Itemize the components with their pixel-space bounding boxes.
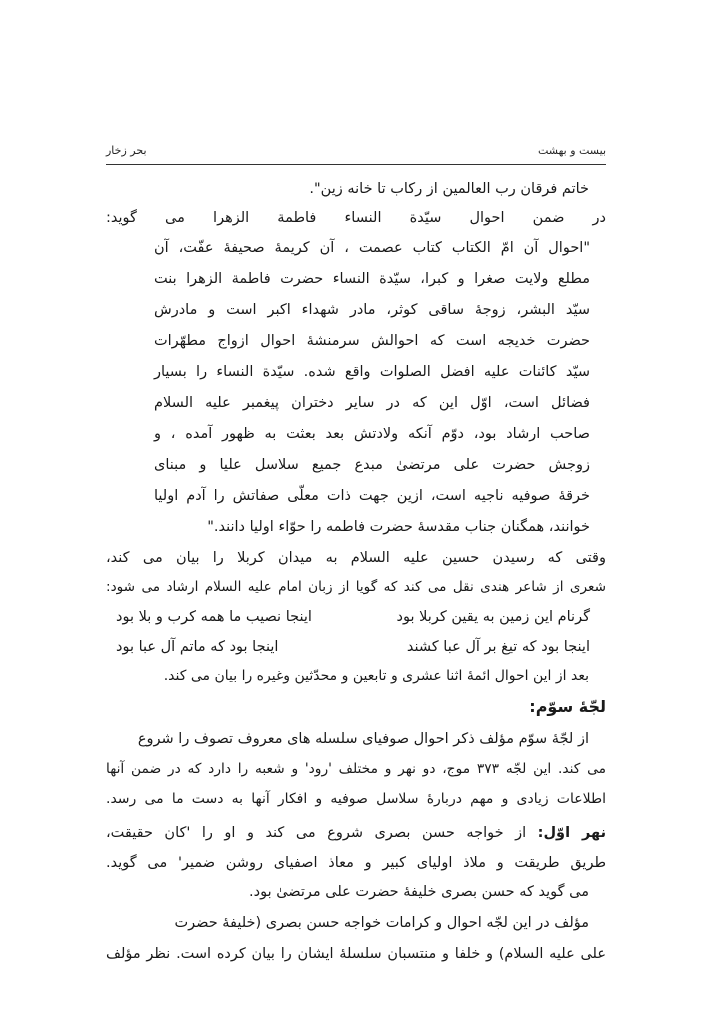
text-run: از خواجه حسن بصری شروع می کند و او را 'کان حقیقت، [106, 825, 527, 841]
quote-line: "احوال آن امّ الکتاب کتاب عصمت ، آن کریمۀ صحیفۀ عفّت، آن [154, 240, 590, 256]
text-line: اطلاعات زیادی و مهم دربارۀ سلاسل صوفیه و افکار آنها به دست ما می رسد. [106, 791, 606, 807]
running-header-chapter: بیست و بهشت [537, 144, 606, 157]
quote-line: خوانند، همگنان جناب مقدسۀ حضرت فاطمه را حوّاء اولیا دانند." [207, 519, 590, 535]
header-rule [106, 164, 606, 165]
quote-line: سیّد کائنات علیه افضل الصلوات واقع شده. سیّدة النساء را بسیار [154, 364, 590, 380]
text-line: شعری از شاعر هندی نقل می کند که گویا از زبان امام علیه السلام ارشاد می شود: [106, 579, 606, 595]
text-line [106, 823, 606, 843]
text-line: بعد از این احوال ائمۀ اثنا عشری و تابعین و محدّثین وغیره را بیان می کند. [163, 668, 589, 684]
quote-line: زوجش حضرت علی مرتضیٰ مبدع جمیع سلاسل علیا و مبنای [154, 457, 590, 473]
text-line: وقتی که رسیدن حسین علیه السلام به میدان کربلا را بیان می کند، [106, 550, 606, 566]
running-header-book-title: بحر زخار [106, 144, 147, 157]
quote-line: خرقۀ صوفیه ناجیه است، ازین جهت ذات معلّی صفاتش را آدم اولیا [154, 488, 590, 504]
section-heading: لجّۀ سوّم: [529, 697, 606, 716]
poem-hemistich: اینجا نصیب ما همه کرب و بلا بود [116, 609, 312, 625]
quote-line: سیّد البشر، زوجۀ ساقی کوثر، مادر شهداء اکبر است و مادرش [154, 302, 590, 318]
quote-line: فضائل است، اوّل این که در سایر دختران پیغمبر علیه السلام [154, 395, 590, 411]
poem-hemistich: گرنام این زمین به یقین کربلا بود [396, 609, 590, 625]
poem-hemistich: اینجا بود که تیغ بر آل عبا کشند [406, 639, 590, 655]
poem-hemistich: اینجا بود که ماتم آل عبا بود [116, 639, 279, 655]
text-line: از لجّۀ سوّم مؤلف ذکر احوال صوفیای سلسله های معروف تصوف را شروع [137, 731, 589, 747]
text-line: خاتم فرقان رب العالمین از رکاب تا خانه زین". [309, 181, 589, 197]
quote-line: صاحب ارشاد بود، دوّم آنکه ولادتش بعد بعثت به ظهور آمده ، و [154, 426, 590, 442]
subsection-heading: نهر اوّل: [537, 825, 607, 841]
text-line: طریق طریقت و ملاذ اولیای کبیر و معاذ اصفیای روشن ضمیر' می گوید. [106, 855, 606, 871]
text-line: در ضمن احوال سیّدة النساء فاطمة الزهرا می گوید: [106, 210, 606, 226]
text-line: می گوید که حسن بصری خلیفۀ حضرت علی مرتضیٰ بود. [249, 884, 589, 900]
quote-line: مطلع ولایت صغرا و کبرا، سیّدة النساء حضرت فاطمة الزهرا بنت [154, 271, 590, 287]
running-header [106, 140, 606, 162]
text-line: مؤلف در این لجّه احوال و کرامات خواجه حسن بصری (خلیفۀ حضرت [174, 915, 589, 931]
text-line: علی علیه السلام) و خلفا و منتسبان سلسلۀ ایشان را بیان کرده است. نظر مؤلف [106, 946, 606, 962]
quote-line: حضرت خدیجه است که احوالش سرمنشۀ احوال ازواج مطهّرات [154, 333, 590, 349]
text-line: می کند. این لجّه ۳۷۳ موج، دو نهر و مختلف 'رود' و شعبه را دارد که در ضمن آنها [106, 761, 606, 777]
